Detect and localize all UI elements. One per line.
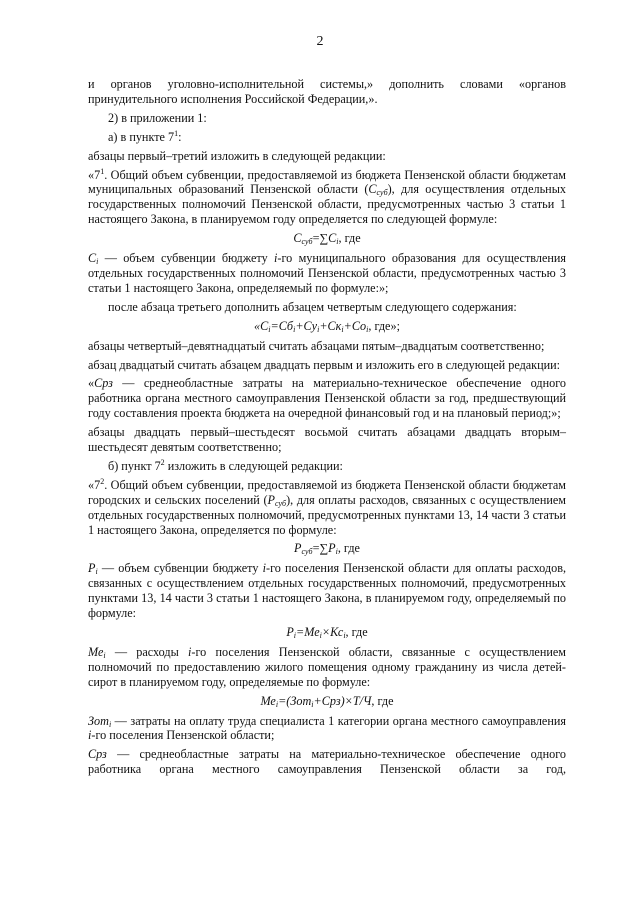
formula-p-i: $Р_i=Ме_i\times Кс_i$, где [286, 625, 368, 640]
paragraph-7: после абзаца третьего дополнить абзацем четвертым следующего содержания: [108, 299, 517, 314]
paragraph-17: Срз — среднеобластные затраты на материально-техническое обеспечение одного работника органа местного самоуправления Пензенской области за год, [88, 747, 566, 777]
paragraph-12: б) пункт $7^2$ изложить в следующей редакции: [108, 457, 343, 473]
paragraph-14: $Р_i$ — объем субвенции бюджету i-го поселения Пензенской области для оплаты расходов, связанных с осуществлением отдельных государственных полномочий, предусмотренных пунктами 13, 14 части 3 статьи 1 настоящего Закона, в планируемом году, определяемый по формуле: [88, 561, 566, 621]
paragraph-13: «$7^2$. Общий объем субвенции, предоставляемой из бюджета Пензенской области бюджетам городских и сельских поселений $(Р_{суб})$, для оплаты расходов, связанных с осуществлением отдельных государственных полномочий, предусмотренных пунктами 13, 14 части 3 статьи 1 настоящего Закона, определяется по формуле: [88, 476, 566, 537]
formula-me-i: $Ме_i=(Зот_i+Срз)\times Т/Ч$, где [260, 693, 394, 709]
document-body [88, 77, 566, 781]
page-number: 2 [316, 34, 324, 49]
paragraph-16: Зот$_i$ — затраты на оплату труда специалиста 1 категории органа местного самоуправления i-го поселения Пензенской области; [88, 713, 566, 743]
formula-p-sub: $Р_{суб}=\sum Р_i$, где [294, 541, 360, 557]
paragraph-5: «$7^1$. Общий объем субвенции, предоставляемой из бюджета Пензенской области бюджетам муниципальных образований Пензенской области $(С_{суб})$, для осуществления отдельных государственных полномочий Пензенской области, предусмотренных частью 3 статьи 1 настоящего Закона, в планируемом году определяется по следующей формуле: [88, 166, 566, 227]
paragraph-1: и органов уголовно-исполнительной системы,» дополнить словами «органов принудительного исполнения Российской Федерации,». [88, 77, 566, 106]
paragraph-11: абзацы двадцать первый–шестьдесят восьмой считать абзацами двадцать вторым–шестьдесят девятым соответственно; [88, 425, 566, 455]
paragraph-2: 2) в приложении 1: [108, 110, 207, 125]
paragraph-9: абзац двадцатый считать абзацем двадцать первым и изложить его в следующей редакции: [88, 357, 561, 372]
paragraph-15: $Ме_i$ — расходы i-го поселения Пензенской области, связанные с осуществлением полномочий по предоставлению жилого помещения одному гражданину из числа детей-сирот в планируемом году, определяемые по формуле: [88, 644, 566, 689]
paragraph-10: «Срз — среднеобластные затраты на материально-техническое обеспечение одного работника органа местного самоуправления Пензенской области за год, предшествующий году составления проекта бюджета на очередной финансовый год и на плановый период;»; [88, 376, 566, 421]
formula-c-sub: $С_{суб}=\sum С_i$, где [293, 231, 361, 247]
paragraph-8: абзацы четвертый–девятнадцатый считать абзацами пятым–двадцатым соответственно; [88, 338, 545, 353]
paragraph-4: абзацы первый–третий изложить в следующей редакции: [88, 148, 386, 163]
formula-c-i: «$С_i=Сб_i+Су_i+Ск_i+Со_i$, где»; [254, 318, 400, 334]
paragraph-3: а) в пункте $7^1$: [108, 128, 182, 144]
paragraph-6: $С_i$ — объем субвенции бюджету i-го муниципального образования для осуществления отдельных государственных полномочий Пензенской области, предусмотренных частью 3 статьи 1 настоящего Закона, определяемый по формуле:»; [88, 251, 567, 295]
